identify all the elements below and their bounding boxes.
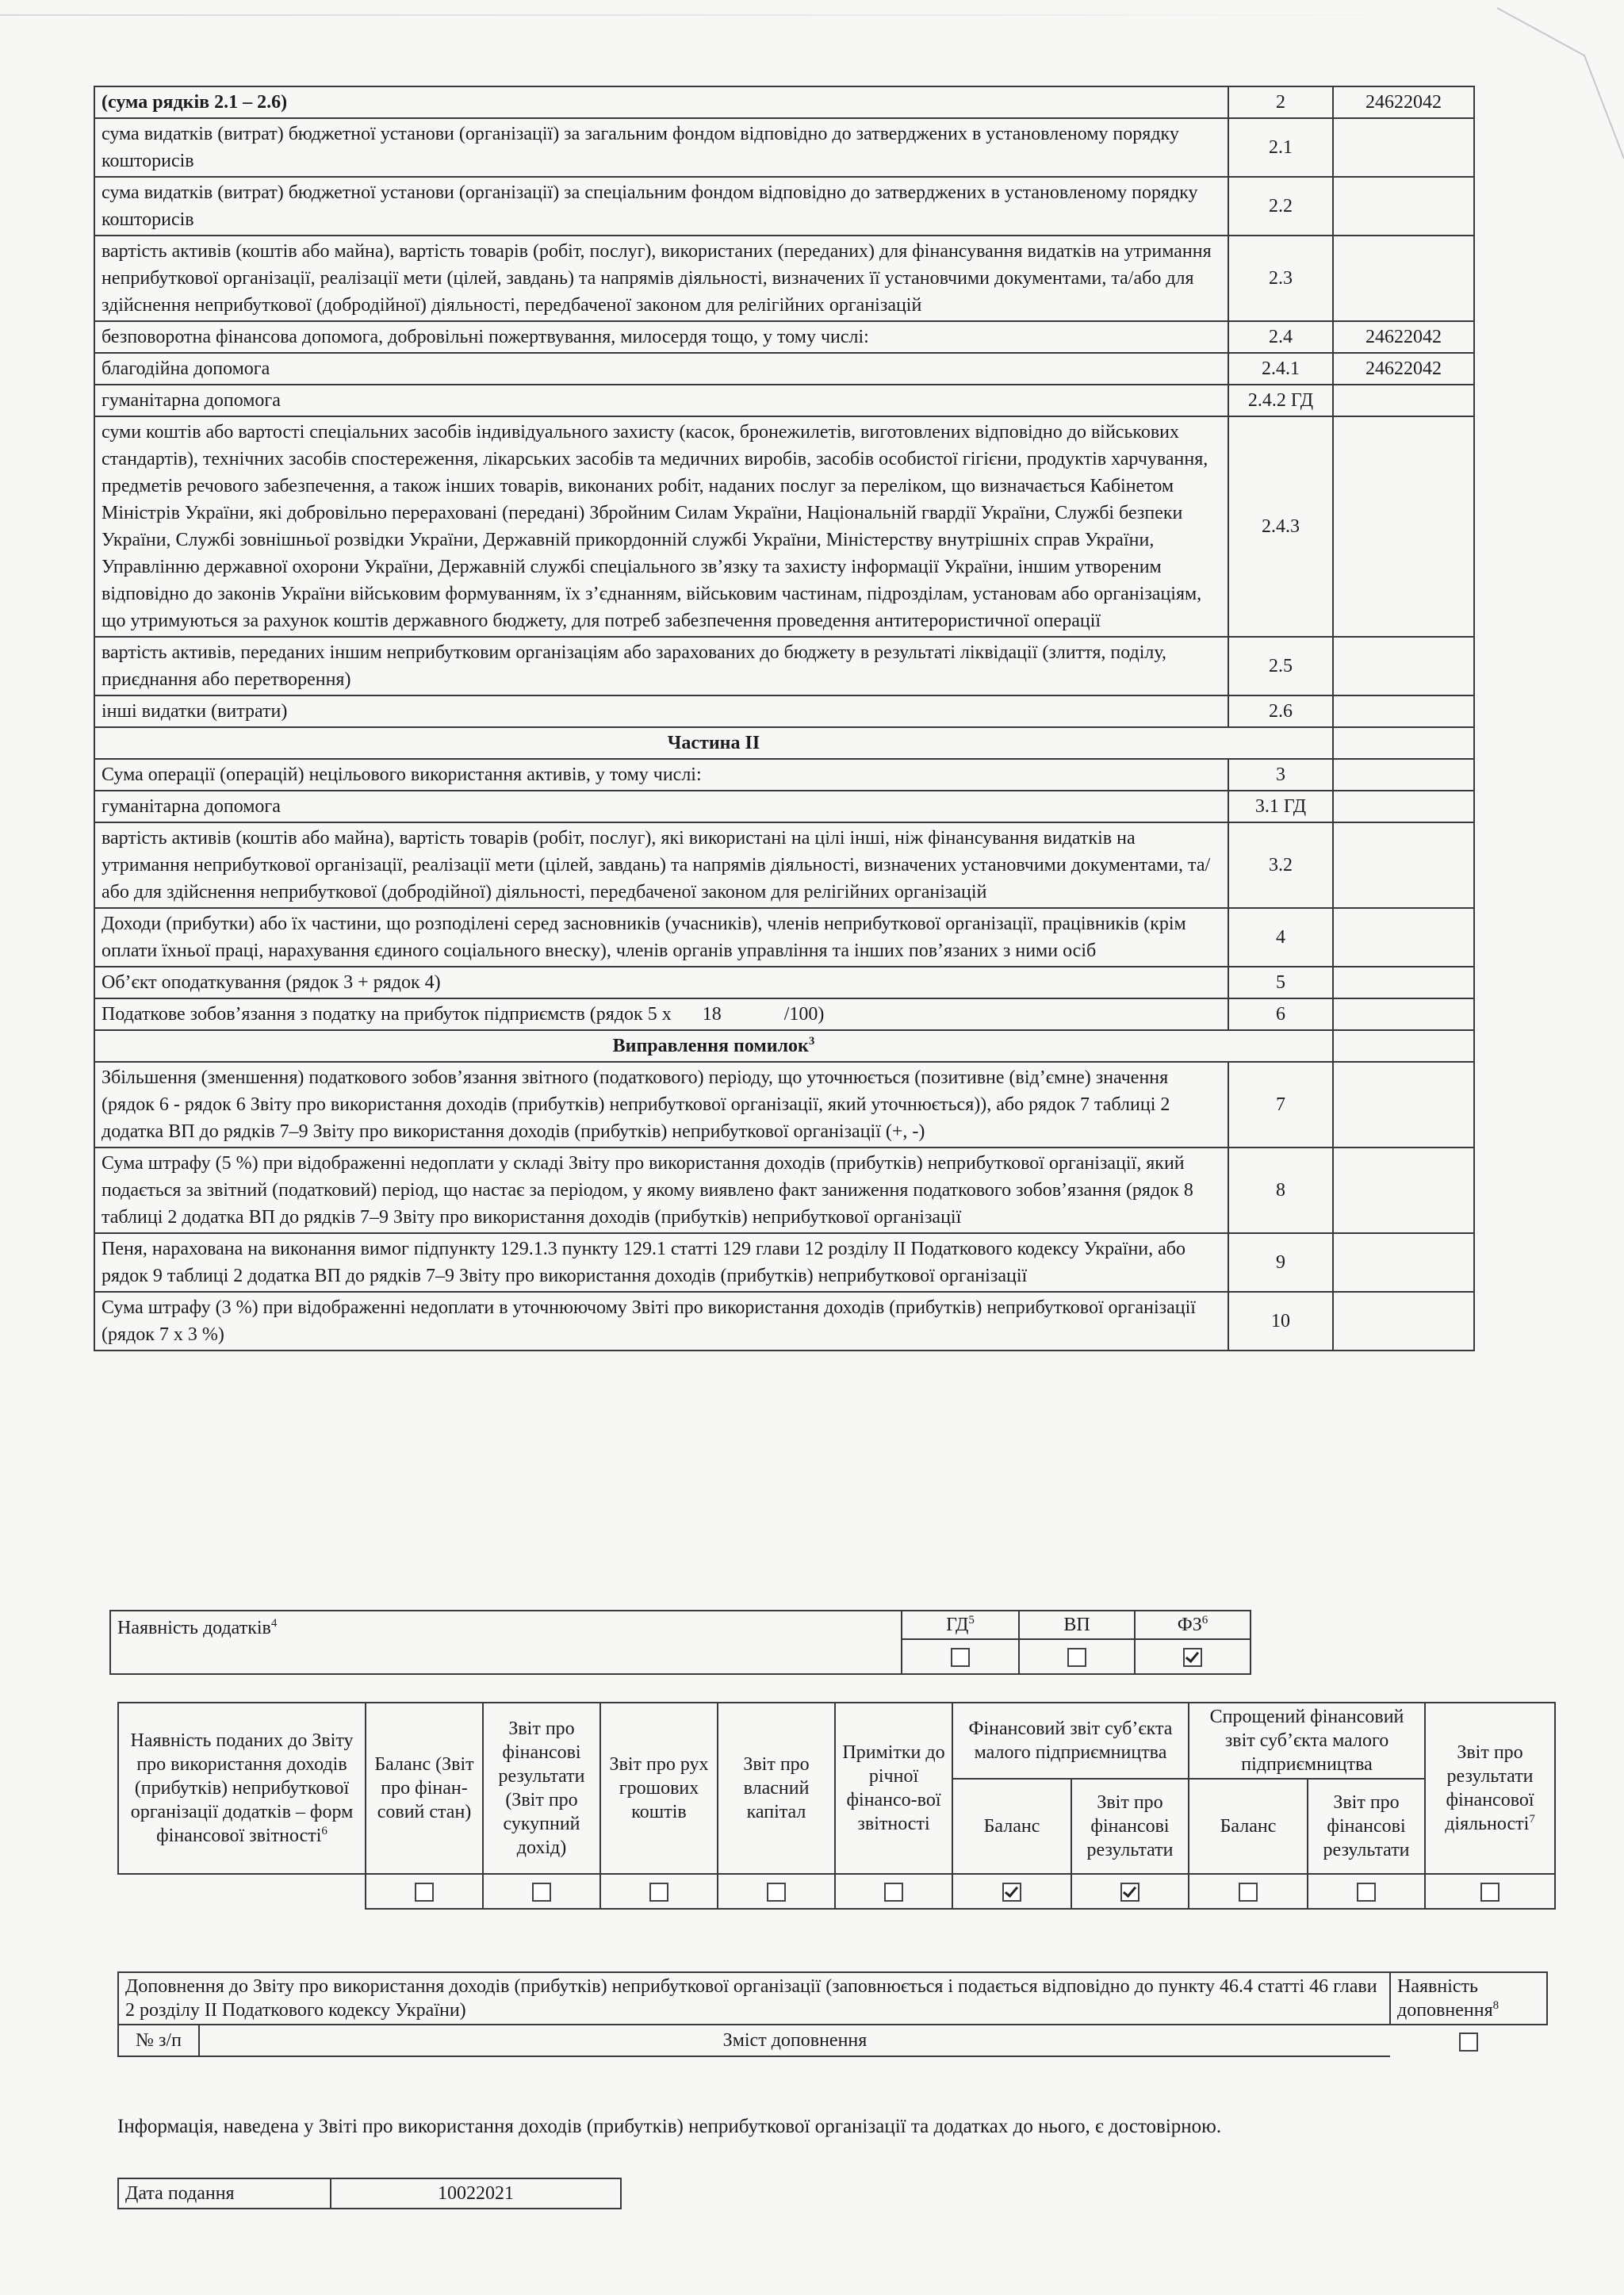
checkbox-simplified-balance[interactable] — [1239, 1883, 1258, 1902]
correction-row — [94, 1062, 1555, 1148]
correction-row-value[interactable] — [1333, 1148, 1474, 1233]
part1-row-value[interactable] — [1333, 118, 1474, 177]
part1-row-value[interactable] — [1333, 416, 1474, 637]
correction-row-code: 10 — [1228, 1292, 1333, 1351]
part1-row-value[interactable] — [1333, 385, 1474, 416]
page-top-edge — [0, 14, 1475, 16]
part1-row-code: 2.4.2 ГД — [1228, 385, 1333, 416]
part1-row — [94, 353, 1555, 385]
part1-row-value[interactable]: 24622042 — [1333, 86, 1474, 118]
part1-row-desc: сума видатків (витрат) бюджетної установи (організації) за загальним фондом відповідно до затверджених в установленому порядку кошторисів — [94, 118, 1228, 177]
part1-row-desc: вартість активів (коштів або майна), вартість товарів (робіт, послуг), використаних (переданих) для фінансування видатків на утримання неприбуткової організації, реалізації мети (цілей, завдань) та напрямів діяльності, визначених її установчими документами, та/або для здійснення неприбуткової (добродійної) діяльності, передбаченої законом для релігійних організацій — [94, 236, 1228, 321]
sub-simplified-fin-results: Звіт про фінансові результати — [1308, 1779, 1425, 1874]
col-cash-flow: Звіт про рух грошових коштів — [600, 1703, 718, 1874]
part2-row-value[interactable] — [1333, 822, 1474, 908]
part1-row-desc: суми коштів або вартості спеціальних засобів індивідуального захисту (касок, бронежилетів, виготовлених відповідно до військових стандартів), технічних засобів спостереження, лікарських засобів та медичних виробів, засобів особистої гігієни, продуктів харчування, предметів речового забезпечення, а також інших товарів, виконаних робіт, наданих послуг за переліком, що визначається Кабінетом Міністрів України, які добровільно перераховані (передані) Збройним Силам України, Національній гвардії України, Службі безпеки України, Службі зовнішньої розвідки України, Державній прикордонній службі України, Міністерству внутрішніх справ України, Управлінню державної охорони України, Державній службі спеціального зв’язку та захисту інформації України, іншим утвореним відповідно до законів України військовим формуванням, їх з’єднанням, військовим частинам, підрозділам, установам або організаціям, що утримуються за рахунок коштів державного бюджету, для потреб забезпечення проведення антитерористичної операції — [94, 416, 1228, 637]
tax-rate[interactable]: 18 — [702, 1004, 722, 1025]
part1-row-desc: безповоротна фінансова допомога, добровільні пожертвування, милосердя тощо, у тому числі: — [94, 321, 1228, 353]
supplement-num-header: № з/п — [118, 2025, 199, 2056]
supplement-text: Доповнення до Звіту про використання доходів (прибутків) неприбуткової організації (заповнюється і подається відповідно до пункту 46.4 статті 46 глави 2 розділу II Податкового кодексу України) — [118, 1972, 1390, 2025]
checkbox-small-balance[interactable] — [1002, 1883, 1021, 1902]
group-simplified: Спрощений фінансовий звіт суб’єкта малого підприємництва — [1189, 1703, 1425, 1779]
checkbox-fin-results[interactable] — [532, 1883, 551, 1902]
part1-row-desc: благодійна допомога — [94, 353, 1228, 385]
part2-row — [94, 759, 1555, 791]
part2-row-desc: Сума операції (операцій) нецільового використання активів, у тому числі: — [94, 759, 1228, 791]
correction-row — [94, 1233, 1555, 1292]
tax-row-desc — [94, 998, 1228, 1030]
checkbox-cash-flow[interactable] — [649, 1883, 668, 1902]
main-report-table — [94, 86, 1556, 1351]
fin-reports-row-label: Наявність поданих до Звіту про використання доходів (прибутків) неприбуткової організації додатків – форм фінансової звітності$^6$ — [118, 1703, 366, 1874]
part1-row-code: 2.3 — [1228, 236, 1333, 321]
accuracy-statement: Інформація, наведена у Звіті про використання доходів (прибутків) неприбуткової організації та додатках до нього, є достовірною. — [117, 2116, 1222, 2137]
supplement-availability: Наявність доповнення$^8$ — [1390, 1972, 1547, 2025]
part2-heading-row — [94, 727, 1555, 759]
part2-row-desc: вартість активів (коштів або майна), вартість товарів (робіт, послуг), які використані на цілі інші, ніж фінансування видатків на утримання неприбуткової організації, реалізації мети (цілей, завдань) та напрямів діяльності, визначених установчими документами, та/або для здійснення неприбуткової (добродійної) діяльності, передбаченої законом для релігійних організацій — [94, 822, 1228, 908]
sub-small-fin-results: Звіт про фінансові результати — [1071, 1779, 1189, 1874]
part1-row — [94, 236, 1555, 321]
correction-row-value[interactable] — [1333, 1062, 1474, 1148]
correction-row-desc: Сума штрафу (5 %) при відображенні недоплати у складі Звіту про використання доходів (прибутків) неприбуткової організації, який подається за звітний (податковий) період, що настає за періодом, у якому виявлено факт заниження податкового зобов’язання (рядок 8 таблиці 2 додатка ВП до рядків 7–9 Звіту про використання доходів (прибутків) неприбуткової організації — [94, 1148, 1228, 1233]
part1-row-desc: гуманітарна допомога — [94, 385, 1228, 416]
col-fin-results: Звіт про фінансові результати (Звіт про сукупний дохід) — [483, 1703, 600, 1874]
financial-reports-table — [117, 1702, 1556, 1910]
part1-row-desc: інші видатки (витрати) — [94, 695, 1228, 727]
correction-row-desc: Сума штрафу (3 %) при відображенні недоплати в уточнюючому Звіті про використання доходів (прибутків) неприбуткової організації (рядок 7 х 3 %) — [94, 1292, 1228, 1351]
part2-row-value[interactable] — [1333, 791, 1474, 822]
part1-row-desc: вартість активів, переданих іншим неприбутковим організаціям або зарахованих до бюджету в результаті ліквідації (злиття, поділу, приєднання або перетворення) — [94, 637, 1228, 695]
attachment-vp-label: ВП — [1019, 1611, 1135, 1639]
attachment-fz-label: $ФЗ^6$ — [1135, 1611, 1251, 1639]
corrections-heading-row — [94, 1030, 1555, 1062]
part2-row-value[interactable] — [1333, 759, 1474, 791]
part1-row-value[interactable]: 24622042 — [1333, 353, 1474, 385]
part2-row — [94, 791, 1555, 822]
supplement-content-header: Зміст доповнення — [199, 2025, 1390, 2056]
part1-row — [94, 637, 1555, 695]
part2-row-code: 3.2 — [1228, 822, 1333, 908]
supplement-table — [117, 1971, 1548, 2057]
part1-rows — [94, 86, 1555, 727]
correction-row-code: 7 — [1228, 1062, 1333, 1148]
tax-row — [94, 998, 1555, 1030]
part2-row — [94, 967, 1555, 998]
corrections-heading: Виправлення помилок$^3$ — [94, 1030, 1333, 1062]
part2-heading: Частина II — [94, 727, 1333, 759]
part1-row-value[interactable] — [1333, 637, 1474, 695]
tax-row-suffix: /100) — [783, 1004, 825, 1025]
sub-simplified-balance: Баланс — [1189, 1779, 1308, 1874]
correction-row-desc: Пеня, нарахована на виконання вимог підпункту 129.1.3 пункту 129.1 статті 129 глави 12 розділу II Податкового кодексу України, або рядок 9 таблиці 2 додатка ВП до рядків 7–9 Звіту про використання доходів (прибутків) неприбуткової організації — [94, 1233, 1228, 1292]
part2-row — [94, 822, 1555, 908]
attachment-fz-checkbox[interactable] — [1183, 1648, 1202, 1667]
part1-row — [94, 385, 1555, 416]
checkbox-balance[interactable] — [415, 1883, 434, 1902]
col-activity-results: Звіт про результати фінансової діяльності$^7$ — [1425, 1703, 1555, 1874]
correction-row-code: 9 — [1228, 1233, 1333, 1292]
part2-row-code: 3 — [1228, 759, 1333, 791]
correction-row-value[interactable] — [1333, 1233, 1474, 1292]
checkbox-notes[interactable] — [884, 1883, 903, 1902]
part1-row-code: 2 — [1228, 86, 1333, 118]
supplement-checkbox[interactable] — [1459, 2033, 1478, 2052]
part1-row-value[interactable] — [1333, 695, 1474, 727]
checkbox-simplified-fin-results[interactable] — [1357, 1883, 1376, 1902]
part1-row-value[interactable] — [1333, 177, 1474, 236]
part2-row-code: 3.1 ГД — [1228, 791, 1333, 822]
attachments-label: Наявність додатків$^4$ — [110, 1611, 902, 1674]
correction-row — [94, 1148, 1555, 1233]
correction-row-value[interactable] — [1333, 1292, 1474, 1351]
sub-small-balance: Баланс — [952, 1779, 1071, 1874]
part1-row-code: 2.4.1 — [1228, 353, 1333, 385]
part2-row-desc: Доходи (прибутки) або їх частини, що розподілені серед засновників (учасників), членів неприбуткової організації, працівників (крім оплати їхньої праці, нарахування єдиного соціального внеску), членів органів управління та інших пов’язаних з ними осіб — [94, 908, 1228, 967]
part1-row-code: 2.6 — [1228, 695, 1333, 727]
checkbox-equity[interactable] — [767, 1883, 786, 1902]
part2-row-desc: Об’єкт оподаткування (рядок 3 + рядок 4) — [94, 967, 1228, 998]
part1-row-desc: (сума рядків 2.1 – 2.6) — [94, 86, 1228, 118]
correction-row-desc: Збільшення (зменшення) податкового зобов’язання звітного (податкового) періоду, що уточнюється (позитивне (від’ємне) значення (рядок 6 - рядок 6 Звіту про використання доходів (прибутків) неприбуткової організації, який уточнюється)), або рядок 7 таблиці 2 додатка ВП до рядків 7–9 Звіту про використання доходів (прибутків) неприбуткової організації (+, -) — [94, 1062, 1228, 1148]
col-notes: Примітки до річної фінансо-вої звітності — [835, 1703, 952, 1874]
submission-date-table — [117, 2178, 622, 2209]
part1-row — [94, 321, 1555, 353]
part2-row-value[interactable] — [1333, 908, 1474, 967]
part1-row — [94, 177, 1555, 236]
part1-row-value[interactable] — [1333, 236, 1474, 321]
tax-row-value[interactable] — [1333, 998, 1474, 1030]
submission-date-label: Дата подання — [118, 2178, 331, 2209]
part1-row — [94, 86, 1555, 118]
group-small-business: Фінансовий звіт суб’єкта малого підприємництва — [952, 1703, 1189, 1779]
col-equity: Звіт про власний капітал — [718, 1703, 835, 1874]
part1-row-value[interactable]: 24622042 — [1333, 321, 1474, 353]
attachment-gd-checkbox[interactable] — [951, 1648, 970, 1667]
submission-date-value[interactable]: 10022021 — [331, 2178, 621, 2209]
part1-row-code: 2.1 — [1228, 118, 1333, 177]
part1-row-code: 2.5 — [1228, 637, 1333, 695]
part1-row-code: 2.4.3 — [1228, 416, 1333, 637]
tax-row-code: 6 — [1228, 998, 1333, 1030]
correction-row — [94, 1292, 1555, 1351]
part1-row — [94, 416, 1555, 637]
part1-row-code: 2.4 — [1228, 321, 1333, 353]
part1-row-code: 2.2 — [1228, 177, 1333, 236]
checkbox-activity-results[interactable] — [1480, 1883, 1500, 1902]
corrections-rows — [94, 1062, 1555, 1351]
correction-row-code: 8 — [1228, 1148, 1333, 1233]
part1-row — [94, 695, 1555, 727]
checkbox-small-fin-results[interactable] — [1120, 1883, 1139, 1902]
tax-row-prefix: Податкове зобов’язання з податку на прибуток підприємств (рядок 5 х — [102, 1004, 672, 1025]
part2-row-desc: гуманітарна допомога — [94, 791, 1228, 822]
part2-row-value[interactable] — [1333, 967, 1474, 998]
part2-row — [94, 908, 1555, 967]
attachments-table — [109, 1610, 1251, 1675]
part2-rows — [94, 759, 1555, 998]
attachment-vp-checkbox[interactable] — [1067, 1648, 1086, 1667]
col-balance: Баланс (Звіт про фінан-совий стан) — [366, 1703, 483, 1874]
part2-row-code: 4 — [1228, 908, 1333, 967]
attachment-gd-label: $ГД^5$ — [902, 1611, 1019, 1639]
fin-reports-checkbox-row — [118, 1874, 1555, 1909]
part1-row — [94, 118, 1555, 177]
part2-row-code: 5 — [1228, 967, 1333, 998]
part1-row-desc: сума видатків (витрат) бюджетної установи (організації) за спеціальним фондом відповідно до затверджених в установленому порядку кошторисів — [94, 177, 1228, 236]
